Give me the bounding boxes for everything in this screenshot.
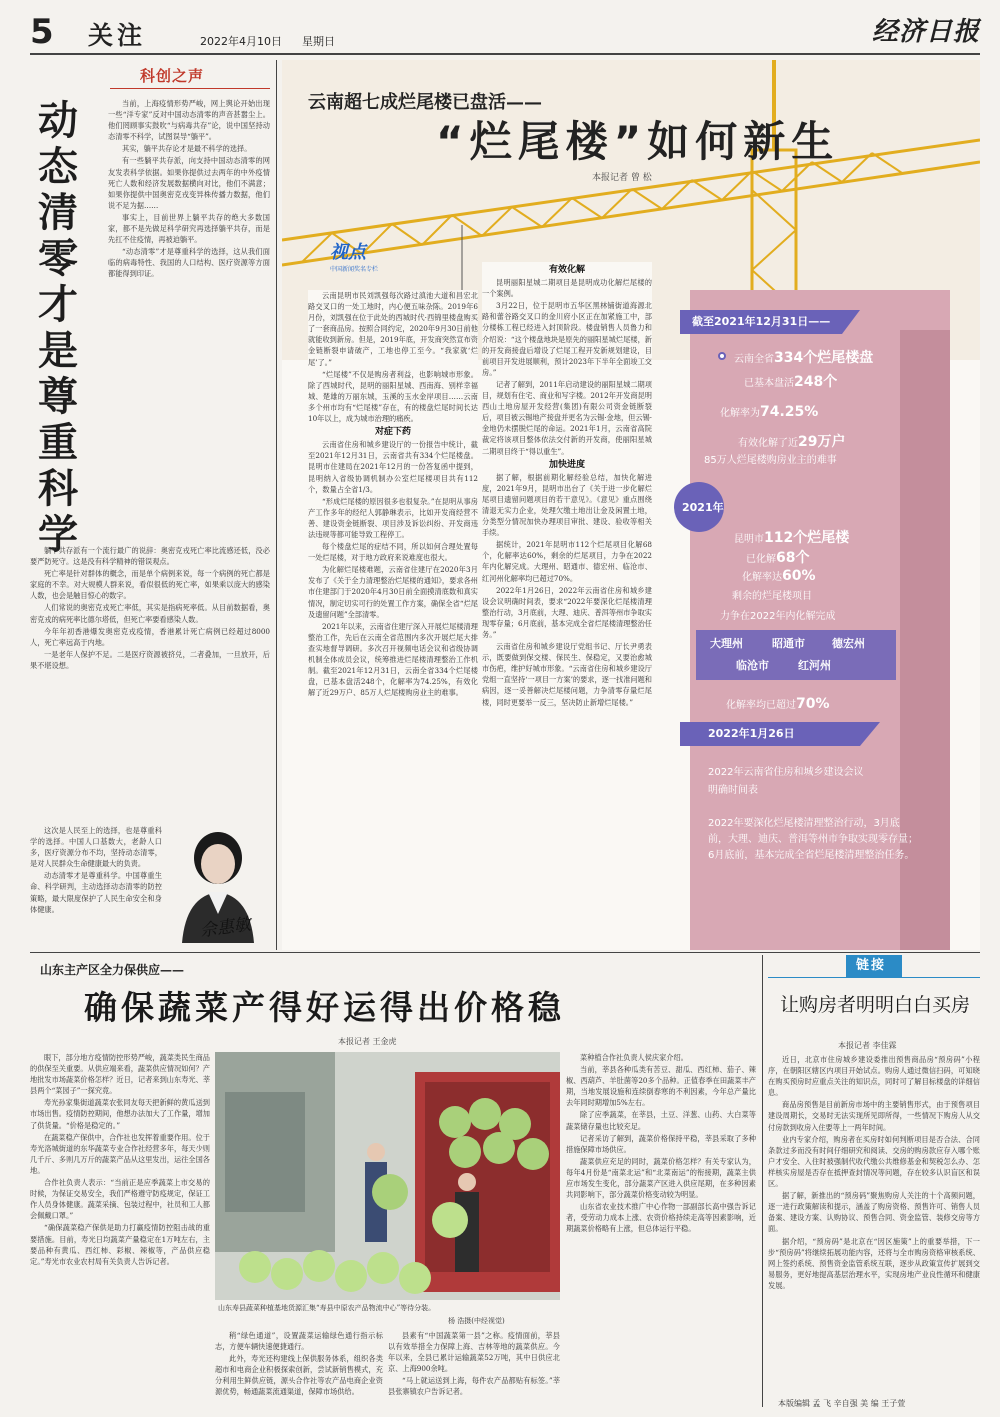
paragraph: 云南省住房和城乡建设厅的一份报告中统计，截至2021年12月31日，云南省共有334个烂尾楼盘。昆明市住建局在2021年12月的一份答复函中提到，昆明纳入省级协调机制办公室烂尾楼项目共有112个，数量占全省1/3。 <box>308 440 478 494</box>
paragraph: 除了应季蔬菜，在莘县，土豆、洋葱、山药、大白菜等蔬菜储存量也比较充足。 <box>566 1110 756 1131</box>
paragraph: “确保蔬菜稳产保供是助力打赢疫情防控阻击战的重要措施。目前，寿光日均蔬菜产量稳定在1万吨左右，主要品种有黄瓜、西红柿、彩椒、辣椒等，产品供应稳定。”寿光市农业农村局有关负责人告诉记者。 <box>30 1223 210 1266</box>
veg-kicker: 山东主产区全力保供应—— <box>40 963 185 977</box>
info-line: 云南全省334个烂尾楼盘 <box>734 350 874 366</box>
paragraph: 昆明丽阳星城二期项目是昆明成功化解烂尾楼的一个案例。 <box>482 278 652 299</box>
photo-caption: 山东寿县蔬菜种植基地货源汇集“寿县中原农产品物流中心”等待分装。 <box>218 1304 436 1312</box>
infographic <box>680 310 970 910</box>
info-line: 有效化解了近29万户 <box>738 434 846 450</box>
bullet-dot <box>718 352 726 360</box>
paragraph: 云南昆明市民刘凯强每次路过滇池大道和昌宏北路交叉口的一处工地时，内心便五味杂陈。2019年6月份，刘凯强在位于此处的西城时代·西锦里楼盘购买了一套商品房。按照合同约定，2020年9月30日前他就能收到新房。但是，2019年底，开发商突然宣布资金链断裂申请破产，工地也停工至今。“我家就‘烂尾’了。” <box>308 291 478 367</box>
veg-column-1 <box>30 1052 210 1404</box>
paragraph: 当前，上海疫情形势严峻，网上舆论开始出现一些“洋专家”反对中国动态清零的声音甚嚣尘上。他们罔顾事实鼓吹“与病毒共存”论，说中国坚持动态清零不科学，试图误导“躺平”。 <box>108 99 270 142</box>
paragraph: 动态清零才是尊重科学。中国尊重生命、科学研判，主动选择动态清零的防控策略，最大限度保护了人民生命安全和身体健康。 <box>30 871 162 914</box>
info-line: 化解率为74.25% <box>720 404 819 420</box>
photo-credit: 杨 浩摄(中经视觉) <box>448 1317 505 1325</box>
info-line: 化解率达60% <box>742 568 816 584</box>
page-number: 5 <box>30 12 54 52</box>
section-name: 关注 <box>88 21 147 50</box>
issue-weekday: 星期日 <box>302 35 335 48</box>
paragraph: 合作社负责人表示：“当前正是应季蔬菜上市交易的时候，为保证交易安全，我们严格遵守防疫规定，保证工作人员身体健康。蔬菜采摘、包装过程中，社员和工人都会佩戴口罩。” <box>30 1178 210 1221</box>
column-name: 科创之声 <box>140 67 205 85</box>
infographic-date: 2022年1月26日 <box>708 727 795 740</box>
subheading: 加快进度 <box>548 459 585 470</box>
info-line: 剩余的烂尾楼项目 <box>732 591 812 602</box>
paragraph: 稍“绿色通道”，设置蔬菜运输绿色通行指示标志，方便车辆快速便捷通行。 <box>215 1331 383 1352</box>
link-tag-rule <box>768 977 980 978</box>
paragraph: “动态清零”才是尊重科学的选择，这从我们面临的病毒特性、我国的人口结构、医疗资源等方面都能得到印证。 <box>108 247 270 279</box>
feature-column-2 <box>482 262 652 930</box>
link-body <box>768 1054 980 1394</box>
region-label: 临沧市 <box>736 659 769 672</box>
paragraph: 山东省农业技术推广中心作物一部副部长高中强告诉记者，受劳动力成本上涨、农资价格持续走高等因素影响，近期蔬菜价格略有上涨，但总体运行平稳。 <box>566 1202 756 1234</box>
link-tag-label: 链接 <box>856 958 887 973</box>
viewpoint-badge <box>330 240 410 272</box>
paragraph: 记者了解到，2011年启动建设的丽阳星城二期项目，规划有住宅、商业和写字楼。2012年开发商昆明西山土地房屋开发经营(集团)有限公司资金链断裂后，项目被云锡地产接盘并更名为云锡·金地，但云锡·金地仍未摆脱烂尾的命运。2021年1月，云南省高院裁定将该项目整体依法交付新的开发商，使丽阳星城二期项目终于“得以重生”。 <box>482 379 652 456</box>
info-paragraph: 2022年要深化烂尾楼清理整治行动，3月底前，大理、迪庆、普洱等州市争取实现零存量；6月底前，基本完成全省烂尾楼清理整治任务。 <box>708 818 918 861</box>
commentary-title: 动态清零才是尊重科学 <box>38 98 78 558</box>
info-line: 已化解68个 <box>746 550 810 566</box>
info-line: 85万人烂尾楼购房业主的难事 <box>704 455 837 466</box>
paragraph: 商品房预售是目前新房市场中的主要销售形式，由于预售项目建设周期长，交易时无法实现所见即所得，一些情况下购房人从交付房款到收房入住要等上一两年时间。 <box>768 1100 980 1132</box>
info-line: 昆明市112个烂尾楼 <box>734 530 850 546</box>
paragraph: 据了解，新推出的“预房码”聚焦购房人关注的十个高频问题，逐一进行政策解读和提示，涵盖了购房资格、预售许可、销售人员备案、建设方案、认购协议、预售合同、资金监管、装修交房等方面。 <box>768 1191 980 1234</box>
info-line: 化解率均已超过70% <box>726 696 830 712</box>
paragraph: 近日，北京市住房城乡建设委推出预售商品房“预房码”小程序，在朝阳区辖区内项目开始试点。购房人通过微信扫码，可知晓在购买预房时应重点关注的知识点，同时可了解目标楼盘的详细信息。 <box>768 1055 980 1098</box>
feature-byline: 本报记者 曾 松 <box>592 173 652 183</box>
news-photo <box>215 1052 560 1300</box>
paragraph: 躺平共存派有一个流行最广的说辞：奥密克戎死亡率比流感还低，没必要严防死守。这是没有科学精神的错误观点。 <box>30 546 270 567</box>
veg-column-3 <box>388 1330 560 1406</box>
paragraph: 记者采访了解到，蔬菜价格保持平稳，莘县采取了多种措施保障市场供应。 <box>566 1133 756 1154</box>
veg-column-2 <box>215 1330 383 1406</box>
header-rule <box>30 53 980 55</box>
region-label: 红河州 <box>798 659 831 672</box>
paragraph: 有一些躺平共存派，向支持中国动态清零的网友发表科学依据。如果你提供过去两年的中外疫情死亡人数和经济发展数据横向对比，他们不满意；如果你提供中国奥密克戎变异株传播力数据，他们说不足为据…… <box>108 156 270 210</box>
column-divider <box>276 60 277 950</box>
page-header <box>30 12 980 52</box>
commentary-body-lower <box>30 545 270 825</box>
subheading: 有效化解 <box>548 265 585 275</box>
infographic-heading: 截至2021年12月31日—— <box>692 315 831 328</box>
paragraph: 菜种植合作社负责人侯庆家介绍。 <box>580 1053 688 1062</box>
paragraph: 今年年初香港爆发奥密克戎疫情，香港累计死亡病例已经超过8000人，死亡率远高于内地。 <box>30 626 270 647</box>
feature-kicker: 云南超七成烂尾楼已盘活—— <box>308 92 542 113</box>
editor-credit: 本版编辑 孟 飞 辛自强 美 编 王子萱 <box>778 1399 906 1408</box>
paragraph: 一是老年人保护不足。二是医疗资源被挤兑，二者叠加，一旦放开，后果不堪设想。 <box>30 649 270 670</box>
feature-column-1 <box>308 290 478 930</box>
issue-date: 2022年4月10日 <box>200 35 282 48</box>
paragraph: 事实上，目前世界上躺平共存的绝大多数国家，都不是先做足科学研究再选择躺平共存，而是先扛不住疫情，再被迫躺平。 <box>108 212 270 245</box>
feature-title: “烂尾楼”如何新生 <box>436 117 840 166</box>
paragraph: 3月22日，位于昆明市五华区黑林铺街道海源北路和蕾谷路交叉口的金川府小区正在加紧施工中，部分楼栋工程已经进入封顶阶段。楼盘销售人员鲁力和介绍说：“这个楼盘地块是原先的丽阳星城烂尾楼，新的开发商接盘后增设了烂尾工程开发新规划建设，目前项目开发进展顺利，预计2023年下半年全面竣工交房。” <box>482 301 652 377</box>
info-line: 2022年云南省住房和城乡建设会议 <box>708 767 864 778</box>
veg-byline: 本报记者 王金虎 <box>338 1037 397 1046</box>
paragraph: 每个楼盘烂尾的症结不同，所以如何合理处置每一处烂尾楼，对于地方政府来说难度也很大。 <box>308 542 478 563</box>
paragraph: 这次是人民至上的选择，也是尊重科学的选择。中国人口基数大，老龄人口多，医疗资源分布不均，坚持动态清零，是对人民群众生命健康最大的负责。 <box>30 826 162 869</box>
paragraph: 此外，寿光还构建线上保供服务体系，组织各类超市和电商企业积极探索创新，尝试新销售模式，充分利用生鲜供应链，源头合作社等农产品电商企业资源优势，畅通蔬菜流通渠道，保障市场供给。 <box>215 1354 383 1397</box>
paragraph: 云南省住房和城乡建设厅党组书记、厅长尹勇表示，既要做到保交楼、保民生、保稳定，又要治愈城市伤疤，维护好城市形象。“云南省住房和城乡建设厅党组一直坚持‘一项目一方案’的要求，逐一找准问题和病因，逐一妥善解决烂尾楼问题，力争清零存量烂尾楼，同时更要举一反三，坚决防止新增烂尾楼。” <box>482 642 652 707</box>
viewpoint-title: 视点 <box>330 242 366 263</box>
paragraph: 死亡率是针对群体的概念，而是单个病例来说，每一个病例的死亡都是家庭的不幸。对大规模人群来说，看似很低的死亡率，如果乘以庞大的感染人数，也会是触目惊心的数字。 <box>30 569 270 601</box>
paragraph: “形成烂尾楼的原因很多也很复杂。”在昆明从事房产工作多年的经纪人郭静琳表示，比如开发商经营不善、建设资金链断裂、项目涉及诉讼纠纷、开发商违法违规等都可能导致工程停工。 <box>308 496 478 539</box>
paragraph: 眼下，部分地方疫情防控形势严峻，蔬菜类民生商品的供保至关重要。从供应端来看，蔬菜供应情况如何？产地批发市场蔬菜价格怎样？近日，记者来到山东寿光、莘县两个“菜园子”一探究竟。 <box>30 1053 210 1096</box>
region-label: 昭通市 <box>772 637 805 650</box>
link-byline: 本报记者 李佳霖 <box>838 1041 897 1050</box>
paragraph: 为化解烂尾楼难题，云南省住建厅在2020年3月发布了《关于全力清理整治烂尾楼的通知》，要求各州市住建部门于2020年4月30日前全面摸清底数和真实情况，制定切实可行的处置工作方案，确保全省“烂尾及遗留问题”全部清零。 <box>308 565 478 619</box>
paragraph: 据统计，2021年昆明市112个烂尾项目化解68个，化解率达60%，剩余的烂尾项目，力争在2022年内化解完成。大理州、昭通市、德宏州、临沧市、红河州化解率均已超过70%。 <box>482 540 652 583</box>
link-title: 让购房者明明白白买房 <box>780 994 971 1016</box>
commentary-body-upper <box>108 98 270 538</box>
paragraph: 据介绍，“预房码”是北京在“因区施策”上的重要举措，下一步“预房码”将继续拓展功能内容，还将与全市购房资格审核系统、网上签约系统、预售资金监管系统互联，逐步从政策宣传扩展到交易服务，更好地提高基层治理水平，实现房地产业良性循环和健康发展。 <box>768 1236 980 1290</box>
paragraph: 当前，莘县各种瓜类有苦豆、甜瓜、西红柿、茄子、辣椒、西葫芦、羊肚菌等20多个品种。正值春季在田蔬菜丰产期，当地发展设施和连续倒春寒的不利因素，今年总产量比去年同时期增加5%左右。 <box>566 1065 756 1108</box>
paragraph: 蔬菜供应充足的同时，蔬菜价格怎样？有关专家认为，每年4月份是“南菜北运”和“北菜南运”的衔接期，蔬菜主供应市场发生变化，部分蔬菜产区进入供应尾期，在多种因素共同影响下，部分蔬菜价格变动较为明显。 <box>566 1156 756 1200</box>
author-signature: 佘惠敏 <box>198 914 253 942</box>
info-line: 已基本盘活248个 <box>744 374 838 390</box>
paragraph: 人们常说的奥密克戎死亡率低，其实是指病死率低。从目前数据看，奥密克戎的病死率比德尔塔低，但死亡率要看感染人数。 <box>30 603 270 624</box>
column-name-rule <box>110 88 270 89</box>
paragraph: 县素有“中国蔬菜第一县”之称。疫情面前，莘县以有效举措全力保障上海、吉林等地的蔬菜供应。今年以来，全县已累计运输蔬菜52万吨，其中日供应北京、上海900余吨。 <box>388 1331 560 1374</box>
paragraph: 其实，躺平共存论才是最不科学的选择。 <box>122 144 252 154</box>
info-line: 力争在2022年内化解完成 <box>720 611 836 622</box>
viewpoint-subtitle: 中国新闻奖名专栏 <box>330 266 379 274</box>
paragraph: “马上就运送到上海，每件农产品都贴有标签。”莘县张寨镇农户告诉记者。 <box>388 1376 560 1397</box>
veg-title: 确保蔬菜产得好运得出价格稳 <box>84 988 565 1027</box>
paragraph: 2022年1月26日，2022年云南省住房和城乡建设会议明确时间表，要求“2022年要深化烂尾楼清理整治行动，3月底前，大理、迪庆、普洱等州市争取实现零存量；6月底前，基本完成全省烂尾楼清理整治任务。” <box>482 585 652 639</box>
paragraph: 2021年以来，云南省住建厅深入开展烂尾楼清理整治工作，先后在云南全省范围内多次开展烂尾大排查实地督导调研。多次召开视频电话会议和省级协调机制全体成员会议，统筹推进烂尾楼清理整治工作机制。截至2021年12月31日，云南全省334个烂尾楼盘，已基本盘活248个，化解率为74.25%，有效化解了近29万户、85万人烂尾楼购房业主的难事。 <box>308 621 478 698</box>
year-label: 2021年 <box>682 501 724 514</box>
veg-column-4 <box>566 1052 756 1406</box>
link-divider <box>762 955 763 1407</box>
commentary-body-bottom <box>30 825 162 945</box>
info-line: 明确时间表 <box>708 785 758 796</box>
masthead-logo: 经济日报 <box>871 17 980 47</box>
region-label: 大理州 <box>710 637 743 650</box>
paragraph: 据了解，根据前期化解经验总结，加快化解进度，2021年9月，昆明市出台了《关于进一步化解烂尾项目遗留问题项目的若干意见》。《意见》重点围绕清退无实力企业，处理欠缴土地出让金及闲置土地，分类型分情况加快办理项目审批、建设、验收等相关手续。 <box>482 472 652 538</box>
section-rule <box>30 952 980 953</box>
paragraph: 在蔬菜稳产保供中，合作社也发挥着重要作用。位于寿光洛城街道的东华蔬菜专业合作社经营多年，每天少则几千斤、多则几万斤的蔬菜产品从这里发出，运往全国各地。 <box>30 1132 210 1175</box>
paragraph: “烂尾楼”不仅是购房者利益，也影响城市形象。除了西城时代，昆明的丽阳星城、西南海、别样幸福城、楚雄的万丽东城，玉溪的玉水金岸项目……云南多个州市均有“烂尾楼”存在，有的楼盘烂尾时间长达10年以上，成为城市治理的痛疾。 <box>308 369 478 424</box>
paragraph: 业内专家介绍，购房者在买房时如何判断项目是否合法、合同条款过多而没有时间仔细研究和阅读、交房的购房款应存入哪个账户才安全、入住时被强制代收代缴公共维修基金和契税怎么办、怎样核实房屋是否存在抵押查封情况等问题，存在较多认识盲区和误区。 <box>768 1134 980 1189</box>
region-label: 德宏州 <box>832 637 865 650</box>
paragraph: 寿光孙家集街道蔬菜农张同友每天把新鲜的黄瓜送到市场出售。疫情防控期间，他想办法加大了工作量，增加了供货量。“价格是稳定的。” <box>30 1098 210 1130</box>
subheading: 对症下药 <box>374 427 411 438</box>
